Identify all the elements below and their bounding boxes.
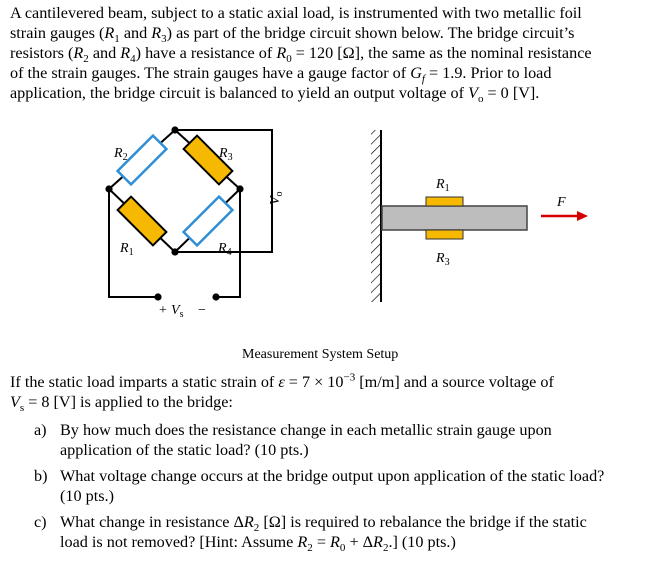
node-right: [236, 185, 243, 192]
label-R1: $R_1$: [120, 241, 134, 258]
intro-line-2: strain gauges ($R_1$ and $R_3$) as part of the bridge circuit shown below. The bridge circuit’s: [10, 24, 575, 46]
label-minus: −: [198, 303, 206, 318]
force-label: F: [557, 195, 566, 210]
part-b-line-2: (10 pts.): [60, 487, 114, 505]
question-line-1: If the static load imparts a static strain of $\varepsilon = 7 \times 10^{-3}$ [m/m] and a source voltage of: [10, 371, 554, 391]
label-plus: +: [159, 303, 167, 318]
node-top: [171, 126, 178, 133]
resistor-R4: [184, 197, 233, 246]
part-a-line-2: application of the static load? (10 pts.): [60, 441, 309, 459]
force-arrow-head: [577, 211, 588, 221]
beam-label-R3: $R_3$: [436, 251, 450, 268]
intro-line-4: of the strain gauges. The strain gauges have a gauge factor of $G_f = 1.9$. Prior to load: [10, 64, 552, 86]
terminal-minus: [212, 293, 219, 300]
part-c-line-1: What change in resistance $\Delta R_2$ [Ω] is required to rebalance the bridge if the static: [60, 513, 587, 535]
part-b-line-1: What voltage change occurs at the bridge output upon application of the static load?: [60, 467, 605, 485]
label-R2: $R_2$: [114, 146, 128, 163]
beam-label-R1: $R_1$: [436, 177, 450, 194]
part-c-label: c): [34, 513, 47, 531]
node-bottom: [171, 248, 178, 255]
terminal-plus: [154, 293, 161, 300]
label-R4: $R_4$: [218, 241, 232, 258]
intro-line-5: application, the bridge circuit is balanced to yield an output voltage of $V_o = 0$ [V].: [10, 84, 540, 106]
part-c-line-2: load is not removed? [Hint: Assume $R_2 = R_0 + \Delta R_2$.] (10 pts.): [60, 533, 456, 555]
part-a-label: a): [34, 421, 47, 439]
beam-gauge-R1: [426, 197, 463, 206]
cantilever-beam-drawing: [371, 130, 588, 302]
strain-gauge-R1: [118, 197, 167, 246]
label-Vs: $V_s$: [171, 303, 184, 320]
intro-line-1: A cantilevered beam, subject to a static axial load, is instrumented with two metallic foil: [10, 4, 582, 22]
intro-line-3: resistors ($R_2$ and $R_4$) have a resistance of $R_0 = 120$ [Ω], the same as the nominal resistance: [10, 44, 592, 66]
question-line-2: $V_s = 8$ [V] is applied to the bridge:: [10, 393, 233, 415]
beam: [382, 206, 527, 230]
part-a-line-1: By how much does the resistance change in each metallic strain gauge upon: [60, 421, 552, 439]
beam-gauge-R3: [426, 230, 463, 239]
figure-caption: Measurement System Setup: [242, 347, 399, 362]
part-b-label: b): [34, 467, 48, 485]
label-Vo: $V_o$: [268, 191, 285, 205]
wall-hatching: [371, 130, 381, 302]
node-left: [105, 185, 112, 192]
label-R3: $R_3$: [219, 146, 233, 163]
